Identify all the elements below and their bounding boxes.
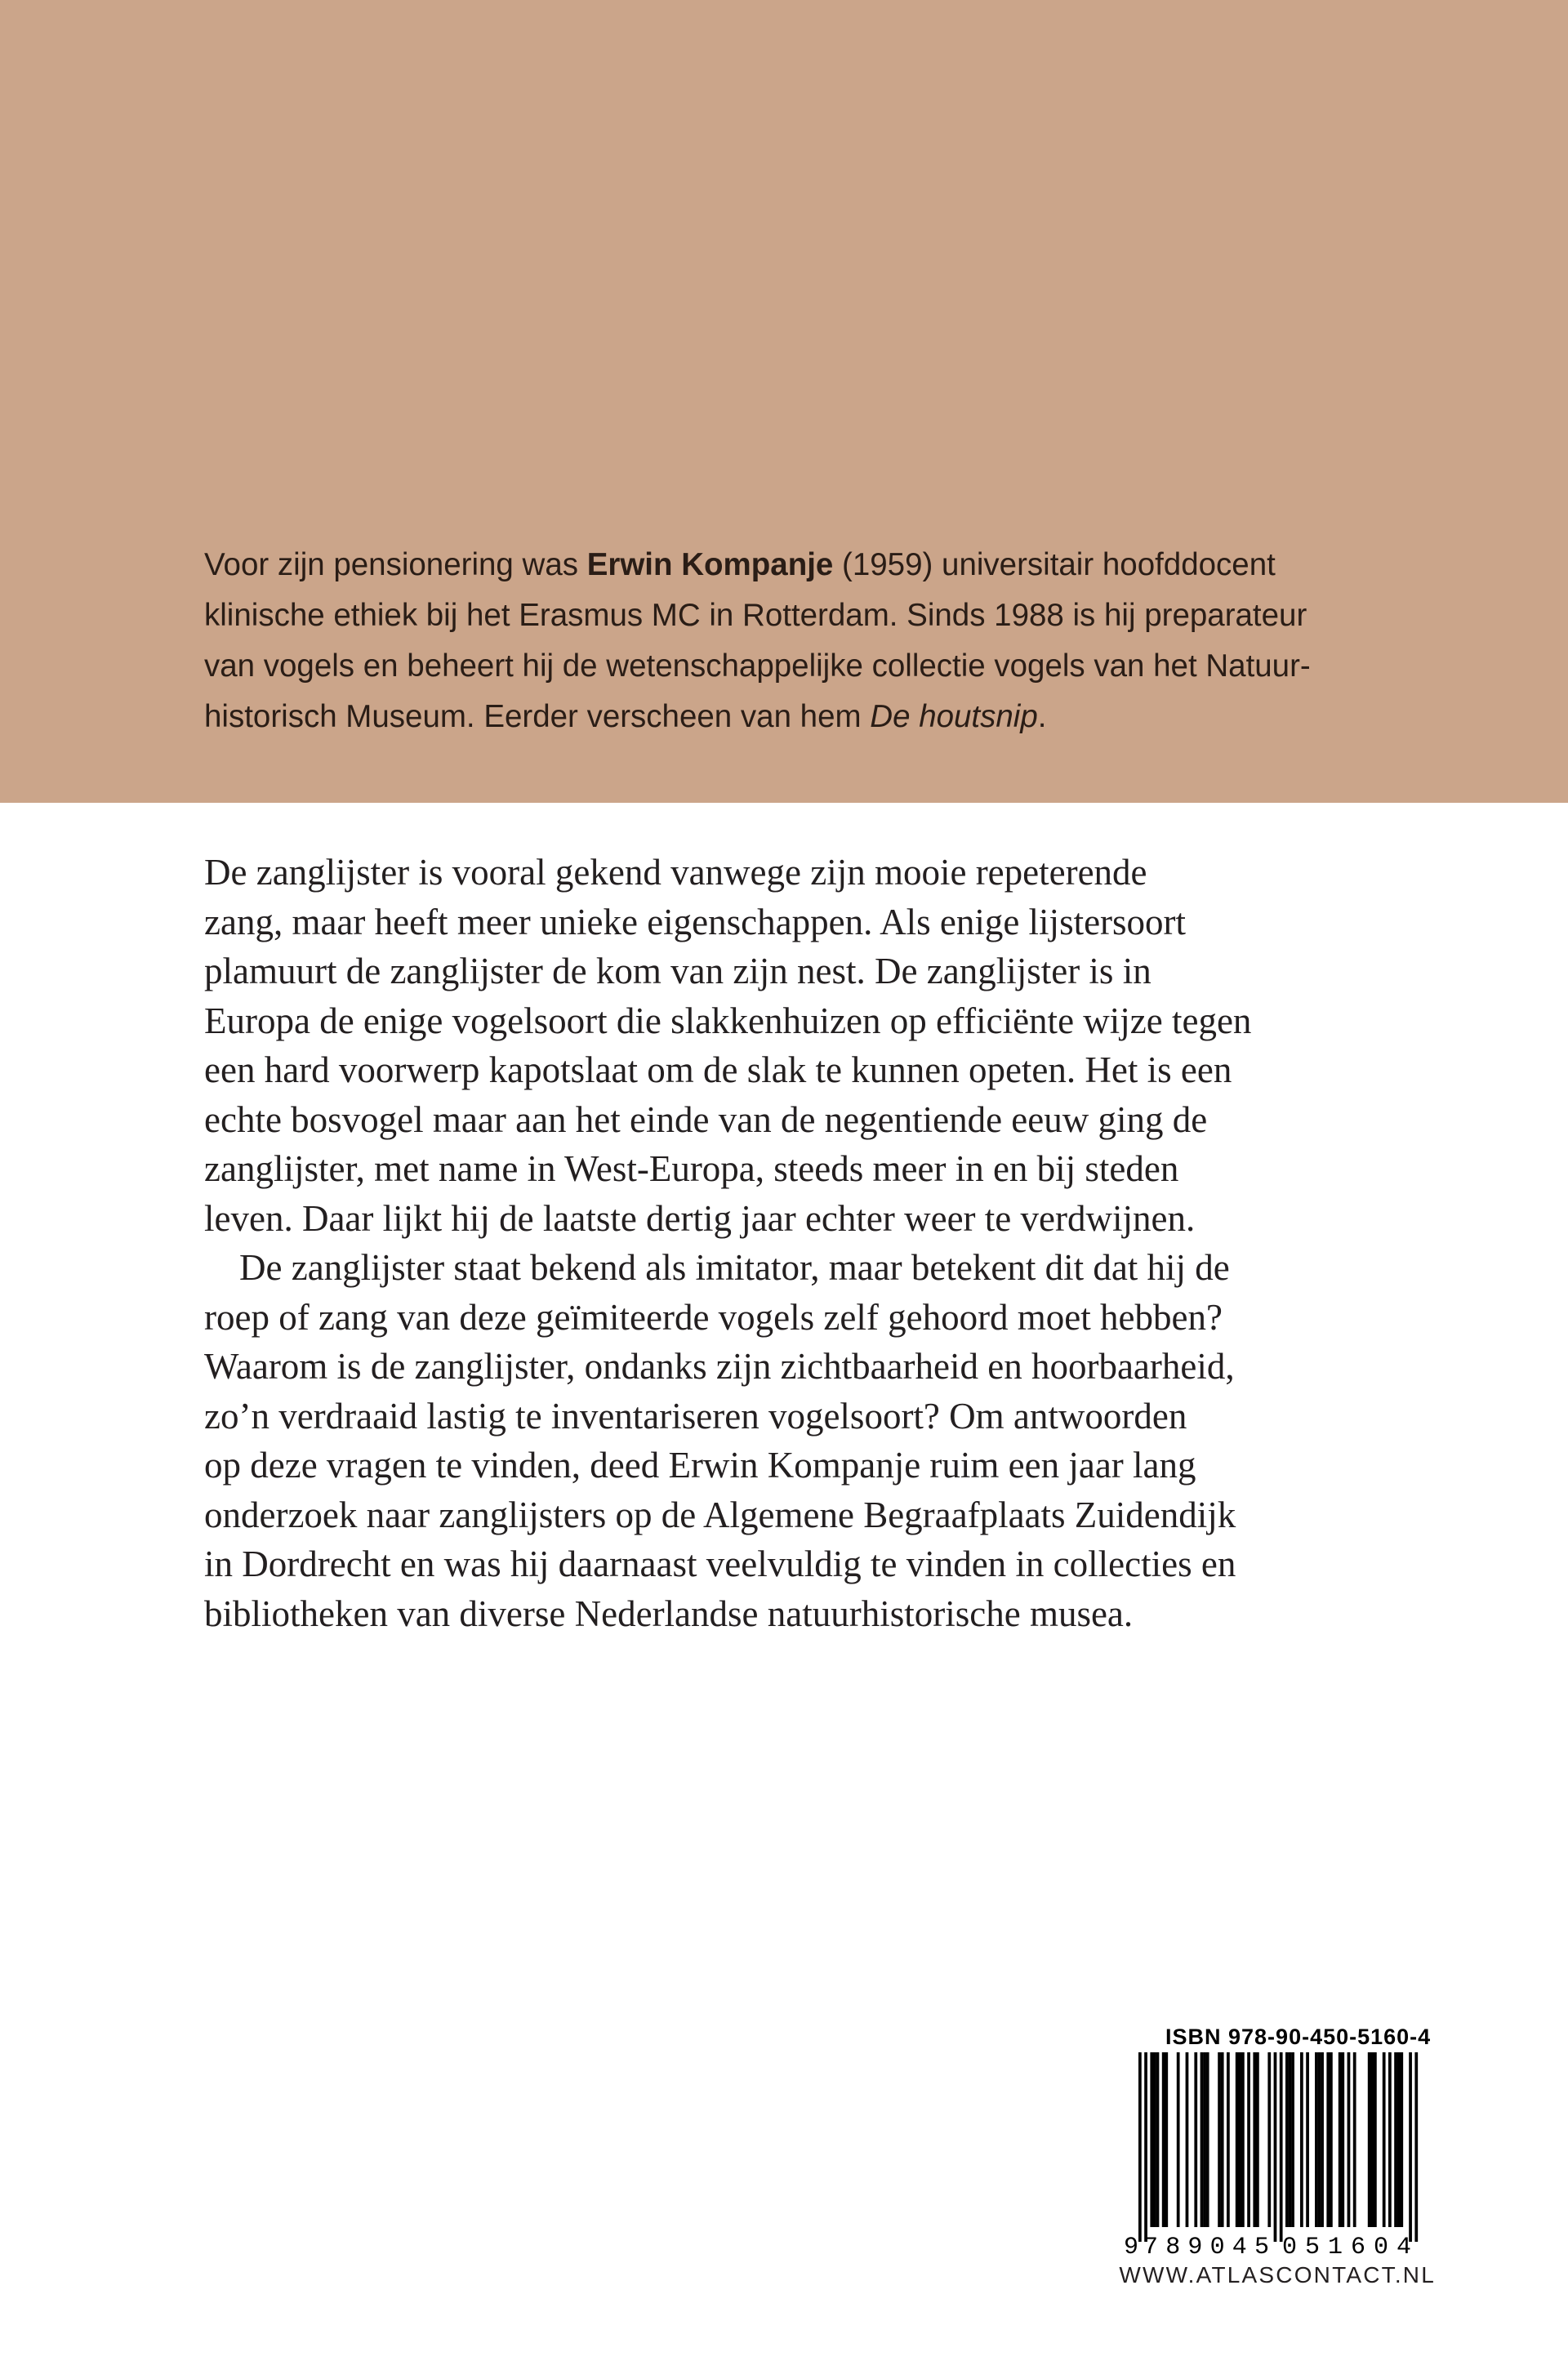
blurb-line: leven. Daar lijkt hij de laatste dertig jaar echter weer te verdwijnen.: [204, 1197, 1196, 1239]
isbn-barcode: [1119, 2052, 1437, 2256]
barcode-bar: [1306, 2052, 1309, 2227]
blurb-line: Europa de enige vogelsoort die slakkenhuizen op efficiënte wijze tegen: [204, 1000, 1252, 1041]
blurb-line: een hard voorwerp kapotslaat om de slak te kunnen opeten. Het is een: [204, 1049, 1232, 1090]
barcode-bar: [1321, 2052, 1324, 2227]
previous-book-title: De houtsnip: [870, 699, 1038, 734]
barcode-bar: [1256, 2052, 1259, 2227]
barcode-bar: [1267, 2052, 1271, 2227]
blurb-line: De zanglijster staat bekend als imitator, maar betekent dit dat hij de: [239, 1247, 1230, 1288]
barcode-bars: [1138, 2052, 1418, 2242]
barcode-digit-first: 9: [1124, 2234, 1139, 2256]
barcode-bar: [1221, 2052, 1224, 2227]
blurb-line: in Dordrecht en was hij daarnaast veelvuldig te vinden in collecties en: [204, 1544, 1236, 1584]
barcode-bar: [1247, 2052, 1250, 2227]
barcode-guard-bar: [1138, 2052, 1142, 2242]
barcode-guard-bar: [1144, 2052, 1147, 2242]
barcode-bar: [1236, 2052, 1239, 2227]
barcode-bar: [1394, 2052, 1397, 2227]
barcode-bar: [1326, 2052, 1330, 2227]
publisher-url: WWW.ATLASCONTACT.NL: [1119, 2262, 1436, 2288]
barcode-bar: [1186, 2052, 1189, 2227]
barcode-guard-bar: [1409, 2052, 1412, 2242]
barcode-bar: [1253, 2052, 1256, 2227]
barcode-bar: [1339, 2052, 1342, 2227]
blurb-paragraph-1: [204, 848, 1396, 1243]
barcode-bar: [1315, 2052, 1318, 2227]
barcode-bar: [1162, 2052, 1165, 2227]
barcode-bar: [1153, 2052, 1156, 2227]
blurb-paragraph-2: [204, 1243, 1396, 1638]
blurb-line: Waarom is de zanglijster, ondanks zijn zichtbaarheid en hoorbaarheid,: [204, 1346, 1235, 1387]
barcode-bar: [1388, 2052, 1392, 2227]
barcode-bar: [1374, 2052, 1377, 2227]
barcode-bar: [1150, 2052, 1153, 2227]
blurb-line: zang, maar heeft meer unieke eigenschappen. Als enige lijstersoort: [204, 901, 1187, 942]
barcode-guard-bar: [1414, 2052, 1418, 2242]
barcode-bar: [1368, 2052, 1371, 2227]
blurb-line: bibliotheken van diverse Nederlandse natuurhistorische musea.: [204, 1593, 1134, 1634]
barcode-graphic: [1119, 2052, 1437, 2256]
barcode-digits-right: 051604: [1282, 2234, 1411, 2256]
barcode-bar: [1238, 2052, 1241, 2227]
author-bio-line: klinische ethiek bij het Erasmus MC in Rotterdam. Sinds 1988 is hij preparateur: [204, 598, 1307, 633]
barcode-bar: [1200, 2052, 1204, 2227]
barcode-bar: [1383, 2052, 1386, 2227]
barcode-digits-left: 789045: [1143, 2234, 1269, 2256]
blurb-line: De zanglijster is vooral gekend vanwege zijn mooie repeterende: [204, 852, 1147, 893]
barcode-bar: [1318, 2052, 1321, 2227]
barcode-bar: [1330, 2052, 1333, 2227]
author-bio: [204, 540, 1396, 742]
book-blurb: [204, 848, 1396, 1638]
barcode-bar: [1300, 2052, 1303, 2227]
author-bio-line: van vogels en beheert hij de wetenschappelijke collectie vogels van het Natuur-: [204, 648, 1311, 684]
barcode-bar: [1397, 2052, 1401, 2227]
barcode-bar: [1241, 2052, 1245, 2227]
barcode-bar: [1165, 2052, 1168, 2227]
barcode-bar: [1289, 2052, 1292, 2227]
barcode-guard-bar: [1280, 2052, 1283, 2242]
barcode-bar: [1206, 2052, 1209, 2227]
blurb-line: op deze vragen te vinden, deed Erwin Kompanje ruim een jaar lang: [204, 1445, 1196, 1486]
barcode-bar: [1291, 2052, 1294, 2227]
blurb-line: zo’n verdraaid lastig te inventariseren vogelsoort? Om antwoorden: [204, 1395, 1187, 1437]
barcode-bar: [1341, 2052, 1344, 2227]
barcode-bar: [1400, 2052, 1403, 2227]
blurb-line: roep of zang van deze geïmiteerde vogels zelf gehoord moet hebben?: [204, 1296, 1223, 1338]
barcode-bar: [1194, 2052, 1197, 2227]
barcode-bar: [1285, 2052, 1289, 2227]
blurb-line: plamuurt de zanglijster de kom van zijn nest. De zanglijster is in: [204, 951, 1152, 991]
barcode-bar: [1203, 2052, 1206, 2227]
author-bio-line: Voor zijn pensionering was Erwin Kompanje (1959) universitair hoofddocent: [204, 547, 1276, 582]
barcode-bar: [1353, 2052, 1356, 2227]
author-name: Erwin Kompanje: [586, 547, 834, 582]
barcode-bar: [1227, 2052, 1230, 2227]
author-bio-line: historisch Museum. Eerder verscheen van hem De houtsnip.: [204, 699, 1047, 734]
isbn-label: ISBN 978-90-450-5160-4: [1165, 2025, 1432, 2049]
barcode-bar: [1370, 2052, 1374, 2227]
blurb-line: onderzoek naar zanglijsters op de Algemene Begraafplaats Zuidendijk: [204, 1494, 1236, 1535]
blurb-line: zanglijster, met name in West-Europa, steeds meer in en bij steden: [204, 1148, 1179, 1189]
barcode-bar: [1156, 2052, 1160, 2227]
barcode-bar: [1177, 2052, 1180, 2227]
barcode-bar: [1218, 2052, 1221, 2227]
barcode-bar: [1348, 2052, 1351, 2227]
blurb-line: echte bosvogel maar aan het einde van de negentiende eeuw ging de: [204, 1098, 1208, 1140]
barcode-guard-bar: [1274, 2052, 1277, 2242]
